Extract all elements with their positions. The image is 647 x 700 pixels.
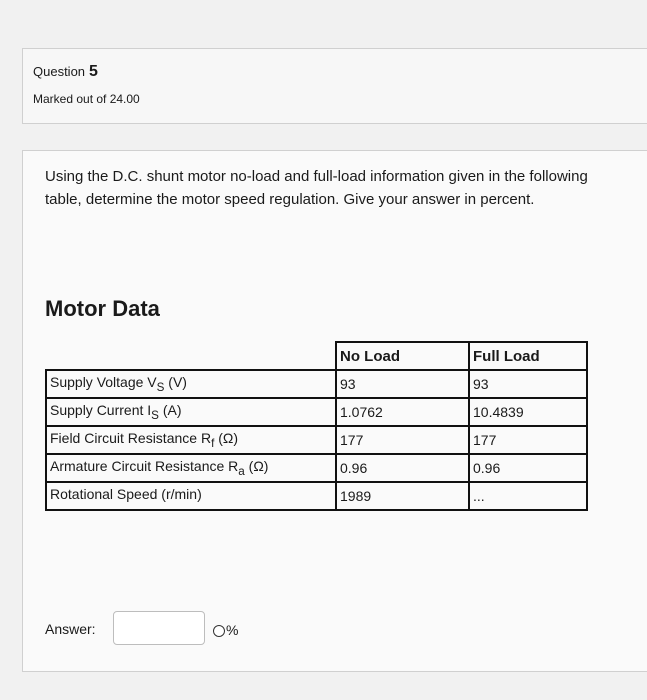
table-row bbox=[46, 398, 587, 426]
full-load-value: ... bbox=[469, 482, 587, 510]
row-label bbox=[46, 398, 336, 426]
no-load-value: 1.0762 bbox=[336, 398, 469, 426]
table-row bbox=[46, 482, 587, 510]
question-info-panel bbox=[22, 48, 647, 124]
row-label-subscript: a bbox=[238, 464, 245, 478]
header-full-load: Full Load bbox=[469, 342, 587, 370]
table-row bbox=[46, 454, 587, 482]
row-label bbox=[46, 482, 336, 510]
question-number: 5 bbox=[89, 63, 98, 80]
row-label-text: Armature Circuit Resistance R bbox=[50, 458, 239, 475]
no-load-value: 1989 bbox=[336, 482, 469, 510]
answer-unit: % bbox=[226, 622, 239, 638]
full-load-value: 10.4839 bbox=[469, 398, 587, 426]
question-text: Using the D.C. shunt motor no-load and full-load information given in the following table, determine the motor speed regulation. Give your answer in percent. bbox=[45, 168, 588, 208]
row-label-text: Supply Voltage V bbox=[50, 374, 157, 391]
header-blank-cell bbox=[46, 342, 336, 370]
answer-input[interactable] bbox=[113, 611, 205, 645]
row-label bbox=[46, 454, 336, 482]
question-content bbox=[22, 150, 647, 672]
full-load-value: 0.96 bbox=[469, 454, 587, 482]
row-label-unit: (Ω) bbox=[214, 430, 238, 447]
table-row bbox=[46, 426, 587, 454]
no-load-value: 177 bbox=[336, 426, 469, 454]
unit-radio-button[interactable] bbox=[213, 625, 225, 637]
row-label-unit: (Ω) bbox=[244, 458, 269, 475]
row-label-subscript: S bbox=[156, 380, 165, 394]
row-label bbox=[46, 370, 336, 398]
answer-label: Answer: bbox=[45, 621, 96, 637]
row-label-text: Rotational Speed (r/min) bbox=[50, 486, 202, 503]
row-label bbox=[46, 426, 336, 454]
motor-data-table bbox=[45, 341, 588, 511]
row-label-text: Field Circuit Resistance R bbox=[50, 430, 212, 447]
table-header-row bbox=[46, 342, 587, 370]
row-label-text: Supply Current I bbox=[50, 402, 152, 419]
question-label bbox=[33, 63, 98, 81]
marked-out-of: Marked out of 24.00 bbox=[33, 92, 140, 106]
no-load-value: 93 bbox=[336, 370, 469, 398]
question-label-text: Question bbox=[33, 64, 86, 79]
row-label-subscript: S bbox=[151, 408, 159, 422]
row-label-unit: (V) bbox=[164, 374, 187, 391]
full-load-value: 177 bbox=[469, 426, 587, 454]
table-row bbox=[46, 370, 587, 398]
row-label-subscript: f bbox=[211, 436, 215, 450]
no-load-value: 0.96 bbox=[336, 454, 469, 482]
table-title: Motor Data bbox=[45, 296, 160, 321]
header-no-load: No Load bbox=[336, 342, 469, 370]
row-label-unit: (A) bbox=[158, 402, 182, 419]
full-load-value: 93 bbox=[469, 370, 587, 398]
